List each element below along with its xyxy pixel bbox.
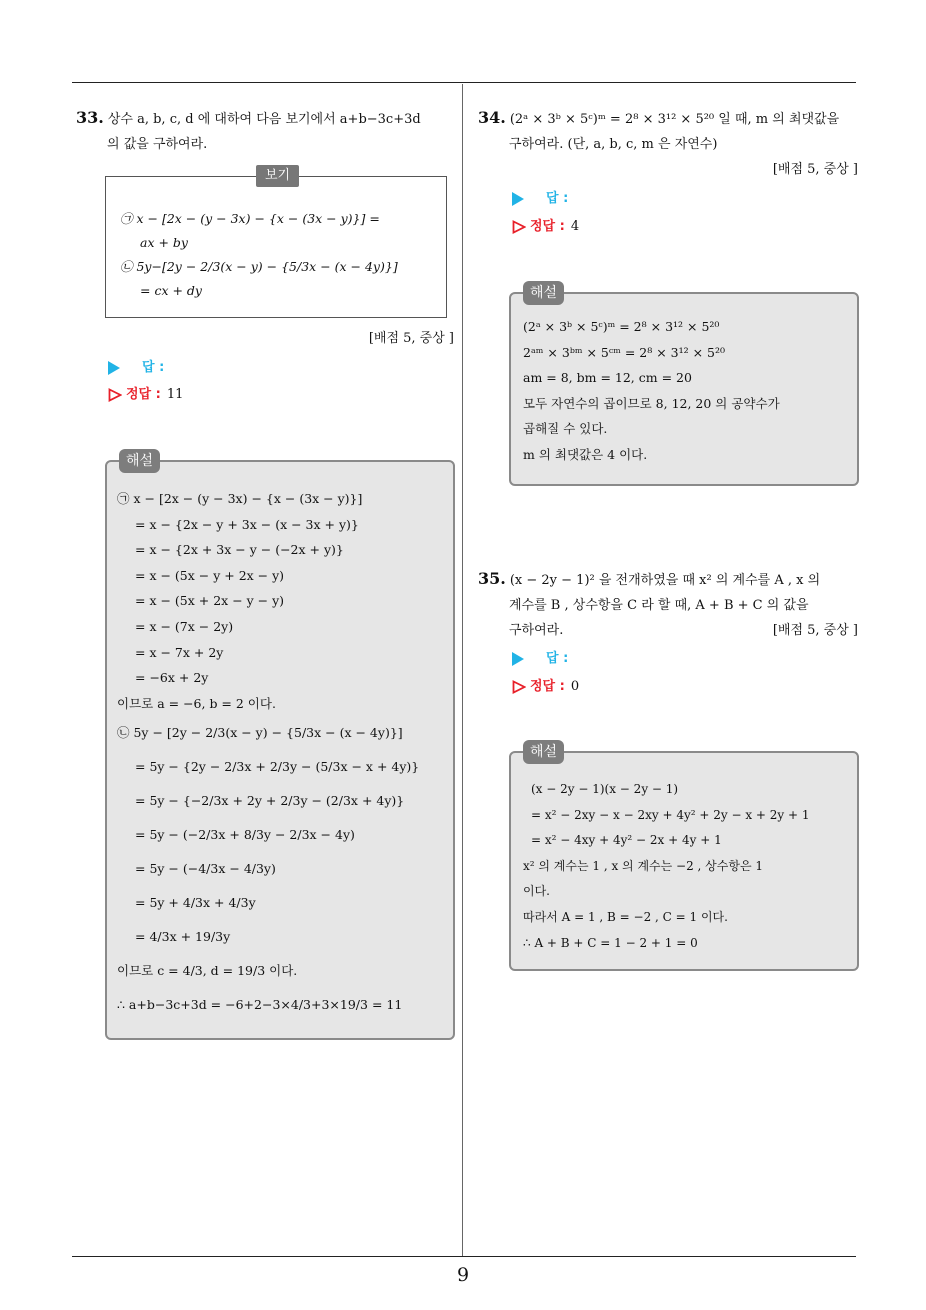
solution-line: ㉠ x − [2x − (y − 3x) − {x − (3x − y)}] <box>117 491 363 506</box>
solution-line: 이므로 a = −6, b = 2 이다. <box>117 695 276 711</box>
play-icon <box>512 652 524 666</box>
problem-35 <box>478 566 858 643</box>
problem-34 <box>478 105 858 182</box>
bogi-content <box>120 207 436 303</box>
correct-row-35 <box>512 676 579 698</box>
correct-row-34 <box>512 216 579 238</box>
problem-text: (2ᵃ × 3ᵇ × 5ᶜ)ᵐ = 2⁸ × 3¹² × 5²⁰ 일 때, m 의 최댓값을 <box>509 112 840 127</box>
correct-row-33 <box>108 384 183 406</box>
problem-text: 의 값을 구하여라. <box>107 137 208 152</box>
solution-label: 해설 <box>119 449 160 473</box>
solution-line: = x − {2x − y + 3x − (x − 3x + y)} <box>135 516 359 532</box>
solution-line: 2ᵃᵐ × 3ᵇᵐ × 5ᶜᵐ = 2⁸ × 3¹² × 5²⁰ <box>523 344 726 360</box>
correct-value: 4 <box>570 219 580 234</box>
solution-content <box>523 777 851 956</box>
solution-line: (2ᵃ × 3ᵇ × 5ᶜ)ᵐ = 2⁸ × 3¹² × 5²⁰ <box>523 319 720 334</box>
solution-line: m 의 최댓값은 4 이다. <box>523 446 648 462</box>
answer-label: 답 : <box>546 191 569 206</box>
problem-number: 34. <box>478 108 506 127</box>
outline-triangle-icon <box>512 220 526 234</box>
score-34: [배점 5, 중상 ] <box>772 162 858 177</box>
solution-line: 곱해질 수 있다. <box>523 421 608 437</box>
correct-value: 11 <box>166 387 184 402</box>
problem-text: 구하여라. <box>509 623 564 638</box>
solution-line: ∴ a+b−3c+3d = −6+2−3×4/3+3×19/3 = 11 <box>117 997 403 1013</box>
solution-content <box>117 486 447 1022</box>
solution-line: = x − {2x + 3x − y − (−2x + y)} <box>135 542 344 558</box>
top-rule <box>72 82 856 83</box>
bogi-line: ㉠ x − [2x − (y − 3x) − {x − (3x − y)}] = <box>120 211 380 226</box>
problem-number: 33. <box>76 108 104 127</box>
solution-line: 따라서 A = 1 , B = −2 , C = 1 이다. <box>523 909 728 924</box>
correct-label: 정답 : <box>126 387 161 402</box>
problem-text: 계수를 B , 상수항을 C 라 할 때, A + B + C 의 값을 <box>509 598 809 613</box>
answer-label: 답 : <box>546 651 569 666</box>
solution-line: = x − (7x − 2y) <box>135 618 234 634</box>
solution-line: = x² − 2xy − x − 2xy + 4y² + 2y − x + 2y + 1 <box>531 807 810 822</box>
column-divider <box>462 84 463 1256</box>
correct-value: 0 <box>570 679 580 694</box>
solution-label: 해설 <box>523 740 564 764</box>
problem-number: 35. <box>478 569 506 588</box>
solution-box-35 <box>509 744 859 971</box>
outline-triangle-icon <box>512 680 526 694</box>
bogi-line: ㉡ 5y−[2y − 2/3(x − y) − {5/3x − (x − 4y)}] <box>120 259 398 274</box>
solution-line: = −6x + 2y <box>135 670 209 686</box>
answer-row-33 <box>108 357 164 379</box>
play-icon <box>108 361 120 375</box>
solution-line: 이다. <box>523 884 550 899</box>
solution-label: 해설 <box>523 281 564 305</box>
solution-line: 이므로 c = 4/3, d = 19/3 이다. <box>117 963 298 979</box>
answer-label: 답 : <box>142 360 165 375</box>
correct-label: 정답 : <box>530 679 565 694</box>
problem-text: 상수 a, b, c, d 에 대하여 다음 보기에서 a+b−3c+3d <box>107 112 421 127</box>
bogi-line: = cx + dy <box>140 283 202 298</box>
solution-line: = 4/3x + 19/3y <box>135 929 231 945</box>
outline-triangle-icon <box>108 388 122 402</box>
solution-line: ㉡ 5y − [2y − 2/3(x − y) − {5/3x − (x − 4y)}] <box>117 725 403 741</box>
solution-line: = x − (5x − y + 2x − y) <box>135 567 285 583</box>
solution-line: = 5y − {2y − 2/3x + 2/3y − (5/3x − x + 4y)} <box>135 759 420 775</box>
solution-line: ∴ A + B + C = 1 − 2 + 1 = 0 <box>523 935 698 950</box>
solution-content <box>523 314 851 468</box>
solution-box-34 <box>509 285 859 486</box>
play-icon <box>512 192 524 206</box>
bottom-rule <box>72 1256 856 1257</box>
score-33: [배점 5, 중상 ] <box>368 331 454 346</box>
problem-text: (x − 2y − 1)² 을 전개하였을 때 x² 의 계수를 A , x 의 <box>509 573 821 588</box>
solution-line: = 5y − (−2/3x + 8/3y − 2/3x − 4y) <box>135 827 355 843</box>
solution-line: = x − (5x + 2x − y − y) <box>135 593 285 609</box>
solution-line: (x − 2y − 1)(x − 2y − 1) <box>531 782 679 796</box>
bogi-line: ax + by <box>140 235 188 250</box>
bogi-label: 보기 <box>256 165 299 187</box>
problem-33 <box>76 105 456 157</box>
solution-line: = x − 7x + 2y <box>135 644 224 660</box>
solution-line: 모두 자연수의 곱이므로 8, 12, 20 의 공약수가 <box>523 395 780 411</box>
problem-text: 구하여라. (단, a, b, c, m 은 자연수) <box>509 137 718 152</box>
correct-label: 정답 : <box>530 219 565 234</box>
solution-line: am = 8, bm = 12, cm = 20 <box>523 370 692 386</box>
solution-line: = 5y − {−2/3x + 2y + 2/3y − (2/3x + 4y)} <box>135 793 405 809</box>
solution-line: = x² − 4xy + 4y² − 2x + 4y + 1 <box>531 833 722 848</box>
solution-line: = 5y + 4/3x + 4/3y <box>135 895 256 911</box>
page-number: 9 <box>456 1264 470 1286</box>
score-35: [배점 5, 중상 ] <box>772 623 858 638</box>
solution-line: x² 의 계수는 1 , x 의 계수는 −2 , 상수항은 1 <box>523 858 763 873</box>
solution-line: = 5y − (−4/3x − 4/3y) <box>135 861 276 877</box>
solution-box-33 <box>105 453 455 1040</box>
bogi-box <box>105 168 447 318</box>
answer-row-34 <box>512 188 568 210</box>
answer-row-35 <box>512 648 568 670</box>
